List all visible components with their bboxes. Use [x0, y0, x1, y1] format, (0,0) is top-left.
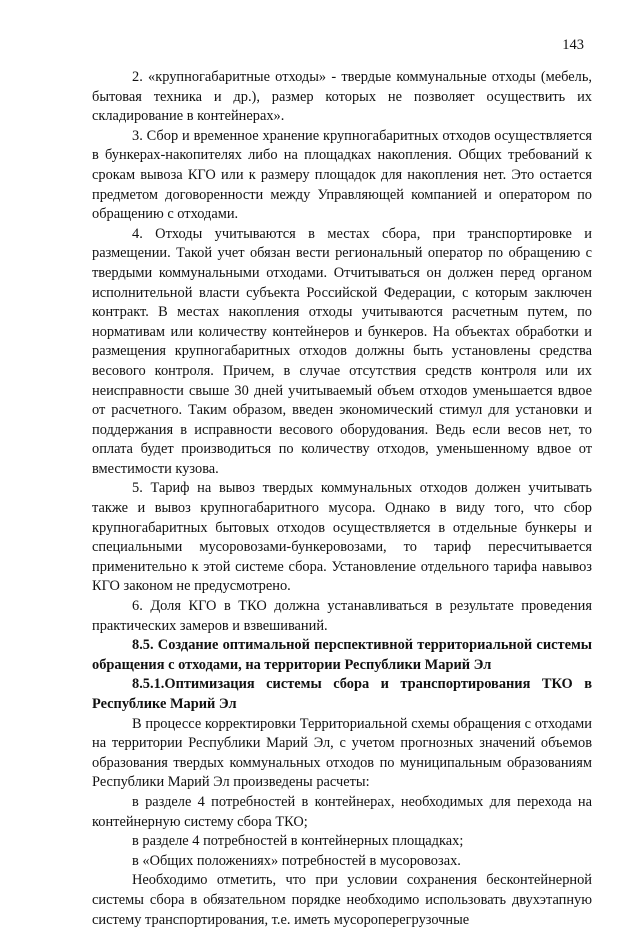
list-item-containers: в разделе 4 потребностей в контейнерах, необходимых для перехода на контейнерную систему сбора ТКО; [92, 793, 592, 830]
paragraph-two-stage-transport: Необходимо отметить, что при условии сохранения бесконтейнерной системы сбора в обязательном порядке необходимо использовать двухэтапную систему транспортирования, т.е. иметь мусороперегрузочные [92, 872, 592, 928]
list-item-garbage-trucks: в «Общих положениях» потребностей в мусоровозах. [132, 852, 461, 869]
paragraph-item-2: 2. «крупногабаритные отходы» - твердые коммунальные отходы (мебель, бытовая техника и др.), размер которых не позволяет осуществить их складирование в контейнерах». [92, 69, 592, 125]
paragraph-calculations-intro: В процессе корректировки Территориальной схемы обращения с отходами на территории Республики Марий Эл, с учетом прогнозных значений объемов образования твердых коммунальных отходов по муниципальным образованиям Республики Марий Эл произведены расчеты: [92, 715, 592, 791]
document-body [92, 68, 592, 930]
section-heading-8-5-1: 8.5.1.Оптимизация системы сбора и транспортирования ТКО в Республике Марий Эл [92, 676, 592, 712]
paragraph-item-4: 4. Отходы учитываются в местах сбора, при транспортировке и размещении. Такой учет обязан вести региональный оператор по обращению с твердыми коммунальными отходами. Отчитываться он должен перед органом исполнительной власти субъекта Российской Федерации, с которым заключен контракт. В местах накопления отходы учитываются расчетным путем, по нормативам или количеству контейнеров и бункеров. На объектах обработки и размещения крупногабаритных отходов должны быть установлены средства весового контроля. Причем, в случае отсутствия средств контроля или их неисправности свыше 30 дней учитываемый объем отходов уменьшается вдвое от расчетного. Таким образом, введен экономический стимул для установки и поддержания в исправности весового оборудования. Ведь если весов нет, то оплата будет производиться по количеству отходов, уменьшенному вдвое от вместимости кузова. [92, 225, 592, 477]
section-heading-8-5: 8.5. Создание оптимальной перспективной территориальной системы обращения с отходами, на территории Республики Марий Эл [92, 637, 592, 673]
paragraph-item-5: 5. Тариф на вывоз твердых коммунальных отходов должен учитывать также и вывоз крупногабаритного мусора. Однако в виду того, что сбор крупногабаритных бытовых отходов осуществляется в отдельные бункеры и специальными мусоровозами-бункеровозами, то тариф пересчитывается применительно к этой системе сбора. Установление отдельного тарифа навывоз КГО законом не предусмотрено. [92, 480, 592, 595]
paragraph-item-3: 3. Сбор и временное хранение крупногабаритных отходов осуществляется в бункерах-накопителях либо на площадках накопления. Общих требований к срокам вывоза КГО или к размеру площадок для накопления нет. Это остается предметом договоренности между Управляющей компанией и оператором по обращению с отходами. [92, 127, 592, 223]
paragraph-item-6: 6. Доля КГО в ТКО должна устанавливаться в результате проведения практических замеров и взвешиваний. [92, 598, 592, 634]
list-item-container-sites: в разделе 4 потребностей в контейнерных площадках; [132, 833, 464, 850]
page-number: 143 [562, 37, 584, 53]
